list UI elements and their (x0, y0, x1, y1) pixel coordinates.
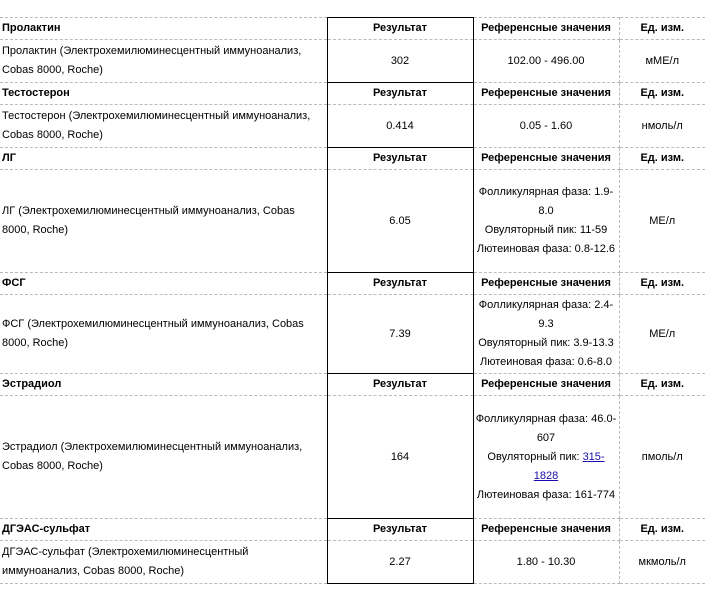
result-value: 0.414 (327, 105, 473, 148)
section-header-fsh (0, 273, 705, 295)
reference-ovulatory: Овуляторный пик: 11-59 (484, 224, 608, 236)
test-name: Тестостерон (Электрохемилюминесцентный иммуноанализ, Cobas 8000, Roche) (0, 105, 327, 148)
result-value: 6.05 (327, 170, 473, 273)
unit: мкмоль/л (619, 541, 705, 584)
reference-column-header: Референсные значения (473, 273, 619, 295)
section-header-testosterone (0, 83, 705, 105)
unit: МЕ/л (619, 170, 705, 273)
reference-luteal: Лютеиновая фаза: 0.6-8.0 (479, 356, 612, 368)
section-title: ФСГ (0, 273, 327, 295)
reference-follicular: Фолликулярная фаза: 1.9-8.0 (478, 186, 614, 217)
reference-range: 0.05 - 1.60 (473, 105, 619, 148)
section-title: ДГЭАС-сульфат (0, 519, 327, 541)
test-name: ЛГ (Электрохемилюминесцентный иммуноанализ, Cobas 8000, Roche) (0, 170, 327, 273)
section-header-prolactin (0, 18, 705, 40)
result-column-header: Результат (327, 83, 473, 105)
section-title: Пролактин (0, 18, 327, 40)
unit-column-header: Ед. изм. (619, 273, 705, 295)
reference-luteal: Лютеиновая фаза: 161-774 (476, 488, 616, 501)
unit: пмоль/л (619, 396, 705, 519)
unit-column-header: Ед. изм. (619, 148, 705, 170)
reference-luteal: Лютеиновая фаза: 0.8-12.6 (476, 243, 616, 255)
result-value: 302 (327, 40, 473, 83)
section-header-dheas (0, 519, 705, 541)
result-row-dheas (0, 541, 705, 584)
test-name: ФСГ (Электрохемилюминесцентный иммуноанализ, Cobas 8000, Roche) (0, 295, 327, 374)
result-column-header: Результат (327, 18, 473, 40)
test-name: Пролактин (Электрохемилюминесцентный иммуноанализ, Cobas 8000, Roche) (0, 40, 327, 83)
ovulatory-range-link[interactable]: 315-1828 (533, 450, 605, 482)
reference-range (473, 295, 619, 374)
unit-column-header: Ед. изм. (619, 18, 705, 40)
reference-follicular: Фолликулярная фаза: 46.0-607 (475, 412, 617, 444)
result-row-estradiol (0, 396, 705, 519)
result-value: 7.39 (327, 295, 473, 374)
section-header-estradiol (0, 374, 705, 396)
reference-range: 102.00 - 496.00 (473, 40, 619, 83)
reference-range (473, 170, 619, 273)
reference-column-header: Референсные значения (473, 83, 619, 105)
reference-column-header: Референсные значения (473, 18, 619, 40)
unit-column-header: Ед. изм. (619, 83, 705, 105)
result-row-testosterone (0, 105, 705, 148)
unit-column-header: Ед. изм. (619, 374, 705, 396)
reference-ovulatory-label: Овуляторный пик: (487, 450, 583, 463)
result-row-prolactin (0, 40, 705, 83)
reference-ovulatory: Овуляторный пик: 3.9-13.3 (478, 337, 614, 349)
reference-range (473, 396, 619, 519)
section-title: Тестостерон (0, 83, 327, 105)
reference-column-header: Референсные значения (473, 148, 619, 170)
unit-column-header: Ед. изм. (619, 519, 705, 541)
result-value: 164 (327, 396, 473, 519)
test-name: ДГЭАС-сульфат (Электрохемилюминесцентный иммуноанализ, Cobas 8000, Roche) (0, 541, 327, 584)
lab-results-table (0, 17, 705, 584)
result-column-header: Результат (327, 273, 473, 295)
result-column-header: Результат (327, 374, 473, 396)
reference-ovulatory (476, 448, 617, 486)
reference-follicular: Фолликулярная фаза: 2.4-9.3 (478, 299, 614, 330)
section-header-lh (0, 148, 705, 170)
unit: мМЕ/л (619, 40, 705, 83)
unit: МЕ/л (619, 295, 705, 374)
result-row-fsh (0, 295, 705, 374)
result-value: 2.27 (327, 541, 473, 584)
result-column-header: Результат (327, 148, 473, 170)
reference-range: 1.80 - 10.30 (473, 541, 619, 584)
section-title: Эстрадиол (0, 374, 327, 396)
test-name: Эстрадиол (Электрохемилюминесцентный иммуноанализ, Cobas 8000, Roche) (0, 396, 327, 519)
reference-column-header: Референсные значения (473, 519, 619, 541)
reference-column-header: Референсные значения (473, 374, 619, 396)
result-row-lh (0, 170, 705, 273)
unit: нмоль/л (619, 105, 705, 148)
section-title: ЛГ (0, 148, 327, 170)
result-column-header: Результат (327, 519, 473, 541)
